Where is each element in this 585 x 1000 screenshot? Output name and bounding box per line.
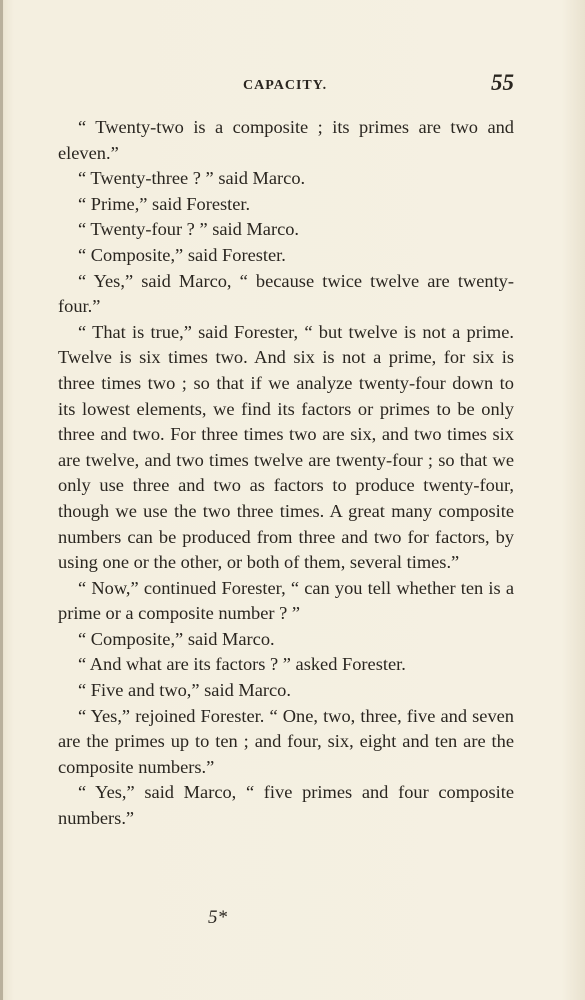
paragraph: “ Yes,” said Marco, “ because twice twelve are twenty-four.” xyxy=(58,270,514,317)
paragraph: “ And what are its factors ? ” asked Forester. xyxy=(78,654,406,675)
paragraph: “ Prime,” said Forester. xyxy=(78,193,251,214)
paragraph: “ Twenty-three ? ” said Marco. xyxy=(78,168,306,189)
paragraph: “ Twenty-two is a composite ; its primes are two and eleven.” xyxy=(58,117,514,163)
paragraph: “ Twenty-four ? ” said Marco. xyxy=(78,219,300,240)
paragraph: “ Yes,” said Marco, “ five primes and four composite numbers.” xyxy=(58,782,514,829)
binding-edge xyxy=(0,0,3,1000)
page-header xyxy=(58,72,516,100)
body-text xyxy=(58,115,514,832)
paragraph: “ Composite,” said Marco. xyxy=(78,628,275,649)
running-head: CAPACITY. xyxy=(243,78,328,93)
paragraph: “ That is true,” said Forester, “ but twelve is not a prime. Twelve is six times two. And six is not a prime, for six is three times two ; so that if we analyze twenty-four down to its lowest elements, we find its factors or primes to be only three and two. For three times two are six, and two times six are twelve, and two times twelve are twenty-four ; so that we only use three and two as factors to produce twenty-four, though we use the two three times. A great many composite numbers can be produced from three and two for factors, by using one or the other, or both of them, several times.” xyxy=(58,321,514,573)
paragraph: “ Now,” continued Forester, “ can you tell whether ten is a prime or a composite number ? ” xyxy=(58,577,514,624)
paragraph: “ Five and two,” said Marco. xyxy=(78,680,291,701)
paragraph: “ Composite,” said Forester. xyxy=(78,244,286,265)
page-number: 55 xyxy=(491,70,514,95)
paragraph: “ Yes,” rejoined Forester. “ One, two, three, five and seven are the primes up to ten ; and four, six, eight and ten are the composite numbers.” xyxy=(58,705,514,777)
signature-mark: 5* xyxy=(208,907,227,928)
